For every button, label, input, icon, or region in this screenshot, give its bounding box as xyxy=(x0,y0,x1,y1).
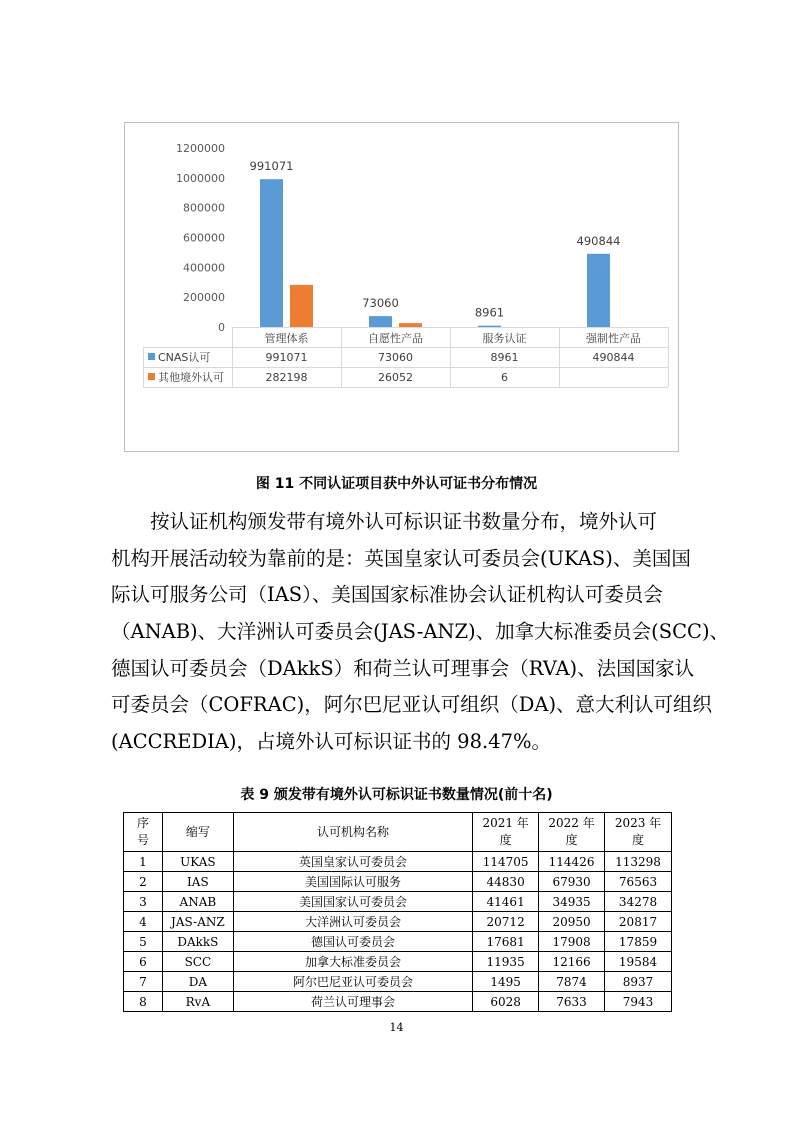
accreditation-table xyxy=(123,812,672,1012)
cell-2021: 41461 xyxy=(473,892,539,912)
cell-name: 大洋洲认可委员会 xyxy=(233,912,472,932)
cell-seq: 5 xyxy=(124,932,163,952)
bar-overseas xyxy=(399,323,422,327)
paragraph-line: 际认可服务公司（IAS）、美国国家标准协会认证机构认可委员会 xyxy=(111,583,663,607)
cell-2023: 113298 xyxy=(605,852,672,872)
paragraph-line: 按认证机构颁发带有境外认可标识证书数量分布，境外认可 xyxy=(150,510,658,533)
cell-2023: 76563 xyxy=(605,872,672,892)
header-name: 认可机构名称 xyxy=(233,813,472,852)
table-row xyxy=(124,932,672,952)
header-abbr: 缩写 xyxy=(162,813,233,852)
cell-name: 美国国际认可服务 xyxy=(233,872,472,892)
cell-2023: 7943 xyxy=(605,992,672,1012)
cell-seq: 6 xyxy=(124,952,163,972)
cell-abbr: IAS xyxy=(162,872,233,892)
cell-2022: 17908 xyxy=(539,932,605,952)
table-row xyxy=(124,972,672,992)
cell-abbr: JAS-ANZ xyxy=(162,912,233,932)
header-2022: 2022 年 度 xyxy=(539,813,605,852)
legend-swatch xyxy=(148,373,155,380)
cell-seq: 3 xyxy=(124,892,163,912)
bar-cnas xyxy=(587,254,610,327)
cell-name: 英国皇家认可委员会 xyxy=(233,852,472,872)
cell-seq: 4 xyxy=(124,912,163,932)
table-value: 991071 xyxy=(265,351,308,364)
data-label: 73060 xyxy=(362,296,399,311)
bar-cnas xyxy=(260,179,283,327)
table-row xyxy=(124,992,672,1012)
cell-name: 加拿大标准委员会 xyxy=(233,952,472,972)
cell-abbr: RvA xyxy=(162,992,233,1012)
legend-swatch xyxy=(148,353,155,360)
cell-2022: 20950 xyxy=(539,912,605,932)
table-value: 6 xyxy=(501,371,508,384)
table-value: 282198 xyxy=(265,371,308,384)
cell-name: 荷兰认可理事会 xyxy=(233,992,472,1012)
bar-cnas xyxy=(369,316,392,327)
cell-2021: 17681 xyxy=(473,932,539,952)
cell-2023: 20817 xyxy=(605,912,672,932)
page-number: 14 xyxy=(389,1021,404,1034)
legend-label: CNAS认可 xyxy=(158,351,211,364)
cell-2021: 11935 xyxy=(473,952,539,972)
paragraph-line: 可委员会（COFRAC)，阿尔巴尼亚认可组织（DA)、意大利认可组织 xyxy=(111,693,713,717)
y-tick-label: 1000000 xyxy=(176,171,225,185)
chart-frame xyxy=(124,122,679,452)
category-label: 自愿性产品 xyxy=(368,332,423,345)
cell-2021: 44830 xyxy=(473,872,539,892)
cell-abbr: DA xyxy=(162,972,233,992)
cell-seq: 8 xyxy=(124,992,163,1012)
data-label: 991071 xyxy=(249,159,294,174)
cell-2021: 20712 xyxy=(473,912,539,932)
header-seq: 序 号 xyxy=(124,813,163,852)
cell-2022: 67930 xyxy=(539,872,605,892)
cell-2023: 34278 xyxy=(605,892,672,912)
table-value: 490844 xyxy=(592,351,635,364)
cell-2023: 8937 xyxy=(605,972,672,992)
cell-seq: 2 xyxy=(124,872,163,892)
cell-2023: 17859 xyxy=(605,932,672,952)
cell-name: 美国国家认可委员会 xyxy=(233,892,472,912)
y-tick-label: 0 xyxy=(218,321,225,334)
paragraph-line: (ACCREDIA)，占境外认可标识证书的 98.47%。 xyxy=(111,730,552,754)
y-tick-label: 600000 xyxy=(183,231,225,245)
table-row xyxy=(124,892,672,912)
paragraph-line: 机构开展活动较为靠前的是：英国皇家认可委员会(UKAS)、美国国 xyxy=(111,546,691,570)
cell-abbr: SCC xyxy=(162,952,233,972)
table-row xyxy=(124,852,672,872)
bar-chart xyxy=(125,123,680,453)
table-row xyxy=(124,912,672,932)
table-row xyxy=(124,872,672,892)
header-2021: 2021 年 度 xyxy=(473,813,539,852)
cell-2022: 7633 xyxy=(539,992,605,1012)
legend-label: 其他境外认可 xyxy=(158,371,224,384)
table-row xyxy=(124,952,672,972)
cell-name: 德国认可委员会 xyxy=(233,932,472,952)
cell-2023: 19584 xyxy=(605,952,672,972)
cell-2021: 1495 xyxy=(473,972,539,992)
cell-seq: 1 xyxy=(124,852,163,872)
category-label: 服务认证 xyxy=(482,332,527,345)
paragraph-line: 德国认可委员会（DAkkS）和荷兰认可理事会（RVA)、法国国家认 xyxy=(111,656,695,680)
table-caption: 表 9 颁发带有境外认可标识证书数量情况(前十名) xyxy=(240,787,553,803)
cell-2022: 114426 xyxy=(539,852,605,872)
table-value: 26052 xyxy=(378,371,413,384)
y-tick-label: 1200000 xyxy=(176,142,225,155)
body-paragraph xyxy=(111,504,730,761)
data-label: 8961 xyxy=(474,305,505,320)
cell-2021: 114705 xyxy=(473,852,539,872)
bar-cnas xyxy=(478,326,501,327)
header-2023: 2023 年 度 xyxy=(605,813,672,852)
cell-abbr: DAkkS xyxy=(162,932,233,952)
figure-caption: 图 11 不同认证项目获中外认可证书分布情况 xyxy=(255,476,538,492)
cell-2022: 12166 xyxy=(539,952,605,972)
table-value: 73060 xyxy=(378,351,413,364)
cell-name: 阿尔巴尼亚认可委员会 xyxy=(233,972,472,992)
paragraph-line: （ANAB)、大洋洲认可委员会(JAS-ANZ)、加拿大标准委员会(SCC)、 xyxy=(111,620,730,644)
cell-2022: 34935 xyxy=(539,892,605,912)
category-label: 管理体系 xyxy=(264,332,309,345)
table-value: 8961 xyxy=(490,351,519,364)
cell-abbr: UKAS xyxy=(162,852,233,872)
y-tick-label: 200000 xyxy=(183,291,225,305)
cell-2021: 6028 xyxy=(473,992,539,1012)
category-label: 强制性产品 xyxy=(586,332,641,345)
y-tick-label: 800000 xyxy=(183,201,225,215)
cell-2022: 7874 xyxy=(539,972,605,992)
cell-abbr: ANAB xyxy=(162,892,233,912)
data-label: 490844 xyxy=(576,233,621,248)
table-header-row xyxy=(124,813,672,852)
cell-seq: 7 xyxy=(124,972,163,992)
y-tick-label: 400000 xyxy=(183,261,225,275)
bar-overseas xyxy=(290,285,313,327)
